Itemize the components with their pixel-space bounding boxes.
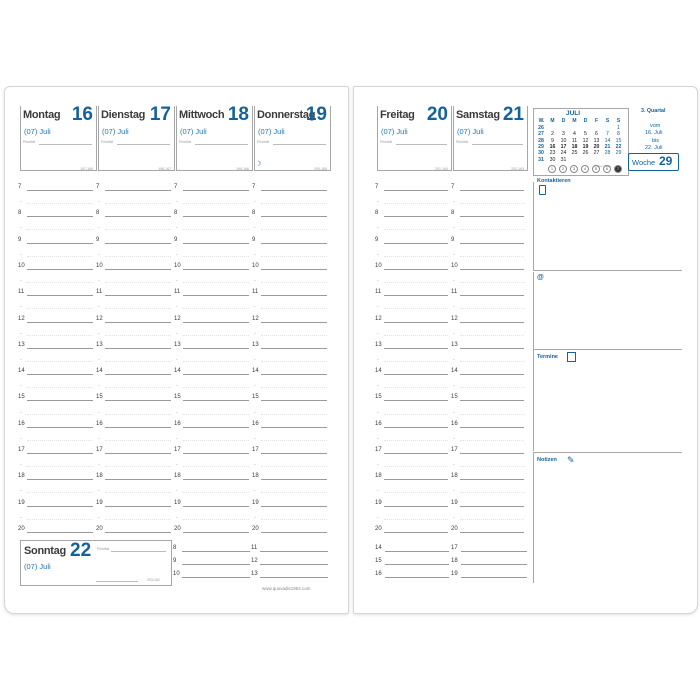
hour-label: 10 — [252, 262, 259, 269]
calendar-week-number: 30 — [538, 150, 544, 157]
day-number: 20 — [426, 104, 448, 125]
hour-label: 9 — [451, 236, 455, 243]
hour-label: 13 — [251, 571, 258, 577]
sunday-priority: Priorität — [97, 547, 110, 551]
calendar-week-number: 26 — [538, 125, 544, 131]
hour-label: 14 — [174, 368, 181, 375]
weekday-circle: 1 — [548, 165, 556, 173]
hour-label: 7 — [18, 184, 22, 190]
calendar-day[interactable]: 21 — [604, 143, 611, 150]
weekday-circle: 2 — [559, 165, 567, 173]
sunday-num: 22 — [70, 540, 92, 561]
hour-label: 12 — [96, 315, 103, 322]
hour-label: 20 — [451, 525, 458, 532]
calendar-day[interactable]: 3 — [562, 131, 565, 138]
hour-label: 16 — [96, 420, 103, 427]
hour-label: 10 — [451, 262, 458, 269]
day-header-donnerstag[interactable] — [254, 106, 331, 171]
hour-label: 9 — [18, 236, 22, 243]
hour-label: 17 — [451, 545, 458, 551]
day-code: 199-166 — [236, 167, 249, 171]
day-name: Dienstag — [101, 109, 146, 121]
hour-label: 11 — [96, 289, 103, 296]
day-month: (07) Juli — [102, 127, 129, 136]
hour-label: 9 — [173, 558, 177, 564]
quarter-label: 3. Quartal — [641, 108, 666, 114]
notes-label: Notizen — [537, 457, 557, 463]
hour-label: 18 — [18, 473, 25, 480]
calendar-day[interactable]: 4 — [573, 131, 576, 138]
day-header-dienstag[interactable] — [98, 106, 175, 171]
hour-label: 8 — [96, 210, 100, 217]
hour-label: 17 — [18, 447, 25, 453]
hour-label: 17 — [174, 447, 181, 453]
right-page: Freitag 20 (07) Juli Priorität 201-164 Samstag 21 (07) Juli Priorität 202-163 7 - 7 - 8 - 8 - 9 - 9 - 10 - 10 - 11 - 11 - 12 - 12 - 13 - 13 - 14 - 14 - 15 - 15 - 16 - 16 - 17 - 17 - 18 - 18 - 19 - 19 - 20 20 14 17 15 18 16 19 JULI W. M D M D F S S 26 1 27 2 3 4 5 6 7 8 28 9 10 11 12 13 14 15 29 16 17 18 19 20 21 22 30 23 24 25 26 27 28 29 31 30 31 © Quo Vadis 1 2 3 4 5 6 7 3. Quartal vom 16. Juli bis 22. Juli Woche 29 Kontaktieren @ Termine Notizen ✎ — [353, 86, 698, 614]
day-priority: Priorität — [179, 140, 192, 144]
day-number: 21 — [502, 104, 524, 125]
calendar-week-number: 28 — [538, 137, 544, 144]
hour-label: 8 — [18, 210, 22, 217]
range-from-label: vom — [650, 123, 661, 129]
hour-label: 14 — [252, 368, 259, 375]
hour-label: 11 — [18, 289, 25, 296]
hour-label: 16 — [375, 571, 382, 577]
hour-label: 14 — [96, 368, 103, 375]
calendar-week-number: 29 — [538, 143, 544, 150]
day-code: 200-165 — [314, 167, 327, 171]
day-number: 18 — [227, 104, 249, 125]
calendar-day[interactable]: 9 — [551, 137, 554, 144]
calendar-day[interactable]: 8 — [617, 131, 620, 138]
hour-label: 19 — [375, 499, 382, 506]
calendar-day[interactable]: 15 — [615, 137, 622, 144]
hour-label: 15 — [375, 558, 382, 564]
moon-icon: ☽ — [255, 161, 262, 168]
calendar-day[interactable]: 17 — [560, 143, 567, 150]
day-month: (07) Juli — [180, 127, 207, 136]
mini-calendar — [533, 108, 629, 176]
calendar-day[interactable]: 10 — [560, 137, 567, 144]
hour-label: 15 — [18, 394, 25, 401]
sunday-month: (07) Juli — [24, 562, 51, 571]
hour-label: 12 — [252, 315, 259, 322]
hour-label: 14 — [451, 368, 458, 375]
calendar-day[interactable]: 24 — [560, 150, 567, 157]
hour-label: 17 — [96, 447, 103, 453]
day-month: (07) Juli — [24, 127, 51, 136]
hour-label: 13 — [252, 341, 259, 348]
calendar-day[interactable]: 12 — [582, 137, 589, 144]
hour-label: 12 — [251, 558, 258, 564]
day-priority: Priorität — [101, 140, 114, 144]
calendar-day[interactable]: 7 — [606, 131, 609, 138]
hour-label: 7 — [375, 184, 379, 190]
day-name: Montag — [23, 109, 61, 121]
weekday-circle: 3 — [570, 165, 578, 173]
calendar-title: JULI — [566, 110, 581, 117]
week-num: 29 — [659, 154, 673, 168]
hour-label: 18 — [252, 473, 259, 480]
calendar-header-cell: D — [583, 118, 588, 124]
hour-label: 15 — [96, 394, 103, 401]
day-name: Freitag — [380, 109, 415, 121]
hour-label: 10 — [96, 262, 103, 269]
calendar-header-cell: M — [550, 118, 555, 124]
hour-label: 19 — [174, 499, 181, 506]
hour-label: 10 — [173, 571, 180, 577]
day-month: (07) Juli — [457, 127, 484, 136]
hour-label: 9 — [174, 236, 178, 243]
hour-label: 11 — [375, 289, 382, 296]
hour-label: 15 — [375, 394, 382, 401]
hour-label: 13 — [96, 341, 103, 348]
pen-icon: ✎ — [567, 455, 575, 465]
hour-label: 8 — [252, 210, 256, 217]
calendar-day[interactable]: 16 — [549, 143, 556, 150]
weekday-circle: 4 — [581, 165, 589, 173]
day-number: 16 — [71, 104, 93, 125]
hour-label: 18 — [375, 473, 382, 480]
calendar-header-cell: W. — [538, 118, 545, 124]
email-label: @ — [537, 274, 544, 281]
day-code: 197-169 — [80, 167, 93, 171]
calendar-week-number: 31 — [538, 156, 544, 163]
calendar-day[interactable]: 31 — [560, 156, 567, 163]
hour-label: 11 — [174, 289, 181, 296]
hour-label: 19 — [252, 499, 259, 506]
day-header-montag[interactable] — [20, 106, 97, 171]
calendar-day[interactable]: 11 — [571, 137, 578, 144]
calendar-day[interactable]: 14 — [604, 137, 611, 144]
hour-label: 18 — [174, 473, 181, 480]
hour-label: 10 — [375, 262, 382, 269]
sunday-name: Sonntag — [24, 545, 66, 557]
hour-label: 20 — [18, 525, 25, 532]
day-priority: Priorität — [257, 140, 270, 144]
email-section[interactable] — [533, 272, 683, 352]
calendar-week-number: 27 — [538, 131, 544, 138]
day-name: Mittwoch — [179, 109, 225, 121]
hour-label: 9 — [252, 236, 256, 243]
hour-label: 8 — [451, 210, 455, 217]
calendar-icon — [567, 352, 576, 362]
calendar-day[interactable]: 20 — [593, 143, 600, 150]
hour-label: 20 — [375, 525, 382, 532]
appointments-label: Termine — [537, 354, 558, 360]
calendar-day[interactable]: 23 — [549, 150, 556, 157]
day-priority: Priorität — [456, 140, 469, 144]
calendar-header-cell: F — [594, 118, 599, 124]
hour-label: 16 — [174, 420, 181, 427]
contacts-label: Kontaktieren — [537, 178, 571, 184]
day-code: 198-167 — [158, 167, 171, 171]
day-priority: Priorität — [23, 140, 36, 144]
hour-label: 10 — [18, 262, 25, 269]
hour-label: 9 — [375, 236, 379, 243]
hour-label: 20 — [174, 525, 181, 532]
calendar-day[interactable]: 19 — [582, 143, 589, 150]
weekday-circle: 6 — [603, 165, 611, 173]
calendar-day[interactable]: 5 — [584, 131, 587, 138]
hour-label: 17 — [375, 447, 382, 453]
week-badge — [628, 153, 679, 171]
hour-label: 17 — [252, 447, 259, 453]
hour-label: 16 — [451, 420, 458, 427]
hour-label: 18 — [451, 473, 458, 480]
hour-label: 15 — [174, 394, 181, 401]
calendar-day[interactable]: 18 — [571, 143, 578, 150]
calendar-day[interactable]: 2 — [551, 131, 554, 138]
day-code: 201-164 — [435, 167, 448, 171]
hour-label: 11 — [251, 545, 258, 551]
weekday-circle: 7 — [614, 165, 622, 173]
calendar-note: © Quo Vadis — [594, 164, 611, 168]
calendar-day[interactable]: 27 — [593, 150, 600, 157]
hour-label: 12 — [375, 315, 382, 322]
day-priority: Priorität — [380, 140, 393, 144]
hour-label: 8 — [174, 210, 178, 217]
day-header-samstag[interactable] — [453, 106, 528, 171]
hour-label: 10 — [174, 262, 181, 269]
hour-label: 20 — [252, 525, 259, 532]
calendar-day[interactable]: 30 — [549, 156, 556, 163]
calendar-day[interactable]: 25 — [571, 150, 578, 157]
hour-label: 7 — [96, 184, 100, 190]
day-name: Samstag — [456, 109, 500, 121]
day-name: Donnerstag — [257, 109, 316, 121]
notes-section[interactable] — [533, 453, 683, 583]
appointments-section[interactable] — [533, 351, 683, 451]
hour-label: 8 — [375, 210, 379, 217]
hour-label: 7 — [252, 184, 256, 190]
hour-label: 19 — [18, 499, 25, 506]
hour-label: 12 — [174, 315, 181, 322]
hour-label: 15 — [252, 394, 259, 401]
range-from: 16. Juli — [645, 130, 663, 136]
hour-label: 19 — [451, 499, 458, 506]
contacts-section[interactable] — [533, 178, 683, 270]
hour-label: 14 — [375, 368, 382, 375]
calendar-day[interactable]: 13 — [593, 137, 600, 144]
website: www.quovadis1954.com — [262, 586, 311, 591]
day-number: 19 — [305, 104, 327, 125]
hour-label: 16 — [18, 420, 25, 427]
calendar-header-cell: S — [616, 118, 621, 124]
hour-label: 13 — [451, 341, 458, 348]
hour-label: 7 — [451, 184, 455, 190]
week-label: Woche — [632, 158, 656, 167]
hour-label: 18 — [451, 558, 458, 564]
phone-icon — [539, 185, 546, 195]
hour-label: 16 — [252, 420, 259, 427]
calendar-header-cell: M — [572, 118, 577, 124]
hour-label: 13 — [375, 341, 382, 348]
day-number: 17 — [149, 104, 171, 125]
weekday-circle: 5 — [592, 165, 600, 173]
hour-label: 19 — [451, 571, 458, 577]
hour-label: 13 — [18, 341, 25, 348]
hour-label: 11 — [451, 289, 458, 296]
hour-label: 13 — [174, 341, 181, 348]
day-month: (07) Juli — [258, 127, 285, 136]
calendar-day[interactable]: 29 — [615, 150, 622, 157]
calendar-day[interactable]: 22 — [615, 143, 622, 150]
calendar-day[interactable]: 1 — [617, 125, 620, 131]
calendar-day[interactable]: 26 — [582, 150, 589, 157]
hour-label: 19 — [96, 499, 103, 506]
calendar-day[interactable]: 28 — [604, 150, 611, 157]
sunday-code: 203-162 — [147, 578, 160, 582]
day-code: 202-163 — [511, 167, 524, 171]
calendar-header-cell: D — [561, 118, 566, 124]
range-to: 22. Juli — [645, 145, 663, 151]
hour-label: 11 — [252, 289, 259, 296]
hour-label: 9 — [96, 236, 100, 243]
hour-label: 17 — [451, 447, 458, 453]
day-header-mittwoch[interactable] — [176, 106, 253, 171]
hour-label: 14 — [375, 545, 382, 551]
calendar-header-cell: S — [605, 118, 610, 124]
sunday-box[interactable] — [20, 540, 172, 586]
left-page: Montag 16 (07) Juli Priorität 197-169 Dienstag 17 (07) Juli Priorität 198-167 Mittwoch 18 (07) Juli Priorität 199-166 Donnerstag 19 (07) Juli Priorität 200-165 ☽ 7 - 7 - 7 - 7 - 8 - 8 - 8 - 8 - 9 - 9 - 9 - 9 - 10 - 10 - 10 - 10 - 11 - 11 - 11 - 11 - 12 - 12 - 12 - 12 - 13 - 13 - 13 - 13 - 14 - 14 - 14 - 14 - 15 - 15 - 15 - 15 - 16 - 16 - 16 - 16 - 17 - 17 - 17 - 17 - 18 - 18 - 18 - 18 - 19 - 19 - 19 - 19 - 20 20 20 20 Sonntag 22 (07) Juli Priorität 203-162 8 11 9 12 10 13 www.quovadis1954.com — [4, 86, 349, 614]
hour-label: 16 — [375, 420, 382, 427]
hour-label: 20 — [96, 525, 103, 532]
hour-label: 12 — [451, 315, 458, 322]
hour-label: 14 — [18, 368, 25, 375]
hour-label: 8 — [173, 545, 177, 551]
hour-label: 18 — [96, 473, 103, 480]
hour-label: 7 — [174, 184, 178, 190]
range-to-label: bis — [652, 138, 660, 144]
calendar-day[interactable]: 6 — [595, 131, 598, 138]
day-month: (07) Juli — [381, 127, 408, 136]
hour-label: 15 — [451, 394, 458, 401]
day-header-freitag[interactable] — [377, 106, 452, 171]
hour-label: 12 — [18, 315, 25, 322]
